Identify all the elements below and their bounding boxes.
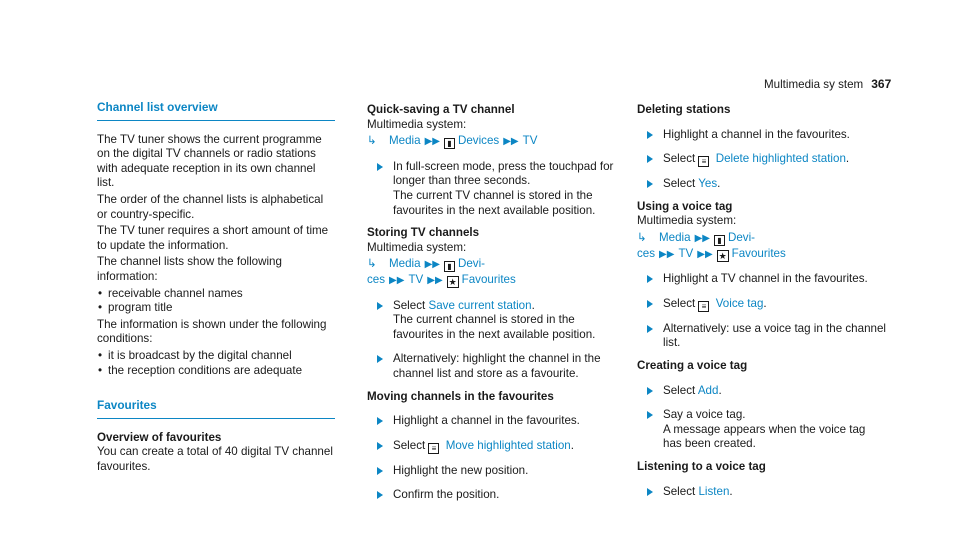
step-arrow-icon [377, 355, 383, 363]
paragraph: Multimedia system: [367, 117, 467, 131]
step-arrow-icon [647, 488, 653, 496]
conditions-list [97, 349, 335, 378]
subheading: Quick-saving a TV channel [367, 103, 515, 116]
menu-path [367, 134, 617, 150]
subheading: Creating a voice tag [637, 358, 748, 372]
step-text: Select [663, 177, 696, 191]
punctuation: . [717, 177, 721, 191]
paragraph: You can create a total of 40 digital TV channel favourites. [97, 445, 333, 473]
page-header [764, 77, 891, 93]
instruction-step [637, 152, 887, 167]
subheading: Moving channels in the favourites [367, 389, 554, 403]
punctuation: . [531, 298, 535, 312]
punctuation: . [718, 383, 722, 397]
instruction-step [367, 488, 617, 503]
paragraph: The information is shown under the following conditions: [97, 317, 327, 346]
path-favourites: Favourites [461, 272, 516, 286]
path-tv: TV [678, 246, 694, 260]
punctuation: . [763, 296, 767, 310]
column-1 [97, 100, 335, 476]
subheading: Overview of favourites [97, 430, 222, 444]
return-arrow-icon: ↳ [637, 230, 647, 244]
list-item: • receivable channel names [97, 287, 335, 302]
usb-device-icon: ▮ [444, 261, 455, 272]
punctuation: . [845, 152, 850, 166]
menu-option-add: Add [697, 383, 719, 397]
step-text: Select [393, 438, 426, 452]
instruction-step [367, 352, 617, 381]
menu-path [367, 257, 617, 288]
instruction-step [367, 160, 617, 218]
paragraph: Multimedia system: [367, 240, 467, 254]
step-arrow-icon [377, 467, 383, 475]
header-section: Multimedia sy stem [764, 78, 864, 91]
path-media: Media [389, 257, 421, 271]
step-arrow-icon [377, 491, 383, 499]
step-arrow-icon [647, 131, 653, 139]
step-arrow-icon [647, 155, 653, 163]
instruction-step [637, 128, 887, 143]
menu-option-voice-tag: Voice tag [715, 296, 764, 310]
step-text: Select [393, 298, 426, 312]
subheading: Storing TV channels [367, 226, 480, 240]
instruction-step [637, 297, 887, 312]
instruction-step [367, 299, 617, 343]
list-item: • program title [97, 301, 335, 316]
page-number: 367 [871, 77, 892, 91]
chevron-icon: ▶▶ [694, 232, 710, 244]
path-devices: Devices [457, 134, 500, 148]
subheading: Deleting stations [637, 103, 731, 116]
instruction-step [367, 439, 617, 454]
paragraph: The TV tuner requires a short amount of time to update the information. [97, 224, 329, 252]
menu-option-delete-highlighted-station: Delete highlighted station [715, 152, 846, 166]
star-icon: ★ [448, 276, 457, 287]
path-favourites: Favourites [731, 246, 786, 260]
path-media: Media [389, 134, 421, 148]
chevron-icon: ▶▶ [427, 274, 443, 286]
chevron-icon: ▶▶ [503, 136, 519, 148]
menu-option-yes: Yes [698, 177, 718, 191]
step-text: Highlight a channel in the favourites. [393, 414, 580, 428]
step-text: Select [663, 152, 696, 166]
step-result: The current channel is stored in the favourites in the next available position. [393, 313, 596, 341]
chevron-icon: ▶▶ [697, 248, 713, 260]
chevron-icon: ▶▶ [424, 136, 440, 148]
path-media: Media [659, 230, 691, 244]
instruction-step [637, 177, 887, 192]
return-arrow-icon: ↳ [367, 134, 377, 148]
section-title-favourites: Favourites [97, 398, 335, 419]
step-arrow-icon [647, 325, 653, 333]
step-arrow-icon [377, 163, 383, 171]
path-devi: Devi- [457, 257, 486, 271]
instruction-step [637, 384, 887, 399]
list-item: • it is broadcast by the digital channel [97, 349, 335, 364]
path-tv: TV [522, 134, 538, 148]
return-arrow-icon: ↳ [367, 257, 377, 271]
menu-option-listen: Listen [698, 484, 730, 498]
info-list [97, 287, 335, 316]
step-text: In full-screen mode, press the touchpad for longer than three seconds. [393, 159, 614, 188]
menu-icon: ≡ [698, 301, 709, 312]
path-ces: ces [637, 246, 656, 260]
step-result: The current TV channel is stored in the favourites in the next available position. [393, 188, 596, 217]
step-text: Highlight a TV channel in the favourites. [663, 272, 868, 286]
step-text: Select [663, 484, 696, 498]
step-text: Alternatively: highlight the channel in the channel list and store as a favourite. [393, 352, 601, 380]
paragraph: The TV tuner shows the current programme on the digital TV channels or radio stations with adequate reception in its own channel list. [97, 132, 322, 190]
punctuation: . [729, 484, 733, 498]
section-title-channel-list: Channel list overview [97, 100, 335, 121]
step-result: A message appears when the voice tag has been created. [663, 422, 866, 451]
instruction-step [637, 272, 887, 287]
paragraph: Multimedia system: [637, 214, 737, 228]
step-text: Alternatively: use a voice tag in the channel list. [663, 321, 886, 350]
step-text: Say a voice tag. [663, 408, 746, 422]
step-text: Highlight the new position. [393, 463, 529, 477]
path-devi: Devi- [727, 230, 756, 244]
instruction-step [637, 485, 887, 500]
step-text: Highlight a channel in the favourites. [663, 127, 850, 141]
star-icon: ★ [718, 250, 727, 261]
step-arrow-icon [647, 411, 653, 419]
menu-option-save-current-station: Save current station [428, 298, 532, 312]
step-arrow-icon [647, 275, 653, 283]
paragraph: The order of the channel lists is alphabetical or country-specific. [97, 192, 324, 221]
chevron-icon: ▶▶ [424, 259, 440, 271]
subheading: Listening to a voice tag [637, 459, 766, 473]
menu-option-move-highlighted-station: Move highlighted station [445, 438, 571, 452]
menu-icon: ≡ [698, 156, 709, 167]
menu-icon: ≡ [428, 443, 439, 454]
column-2 [367, 103, 617, 505]
chevron-icon: ▶▶ [659, 248, 675, 260]
instruction-step [637, 322, 887, 351]
usb-device-icon: ▮ [444, 138, 455, 149]
subheading: Using a voice tag [637, 199, 733, 213]
step-arrow-icon [647, 180, 653, 188]
paragraph: The channel lists show the following information: [97, 255, 282, 283]
path-ces: ces [367, 272, 386, 286]
step-arrow-icon [377, 442, 383, 450]
instruction-step [367, 464, 617, 479]
step-arrow-icon [647, 300, 653, 308]
punctuation: . [570, 438, 574, 452]
list-item: • the reception conditions are adequate [97, 364, 335, 379]
instruction-step [367, 414, 617, 429]
step-arrow-icon [647, 387, 653, 395]
usb-device-icon: ▮ [714, 235, 725, 246]
chevron-icon: ▶▶ [389, 274, 405, 286]
instruction-step [637, 408, 887, 452]
step-arrow-icon [377, 417, 383, 425]
step-text: Select [663, 383, 696, 397]
column-3 [637, 103, 887, 501]
step-arrow-icon [377, 302, 383, 310]
path-tv: TV [408, 272, 424, 286]
menu-path [637, 231, 887, 262]
step-text: Select [663, 296, 696, 310]
step-text: Confirm the position. [393, 488, 500, 502]
